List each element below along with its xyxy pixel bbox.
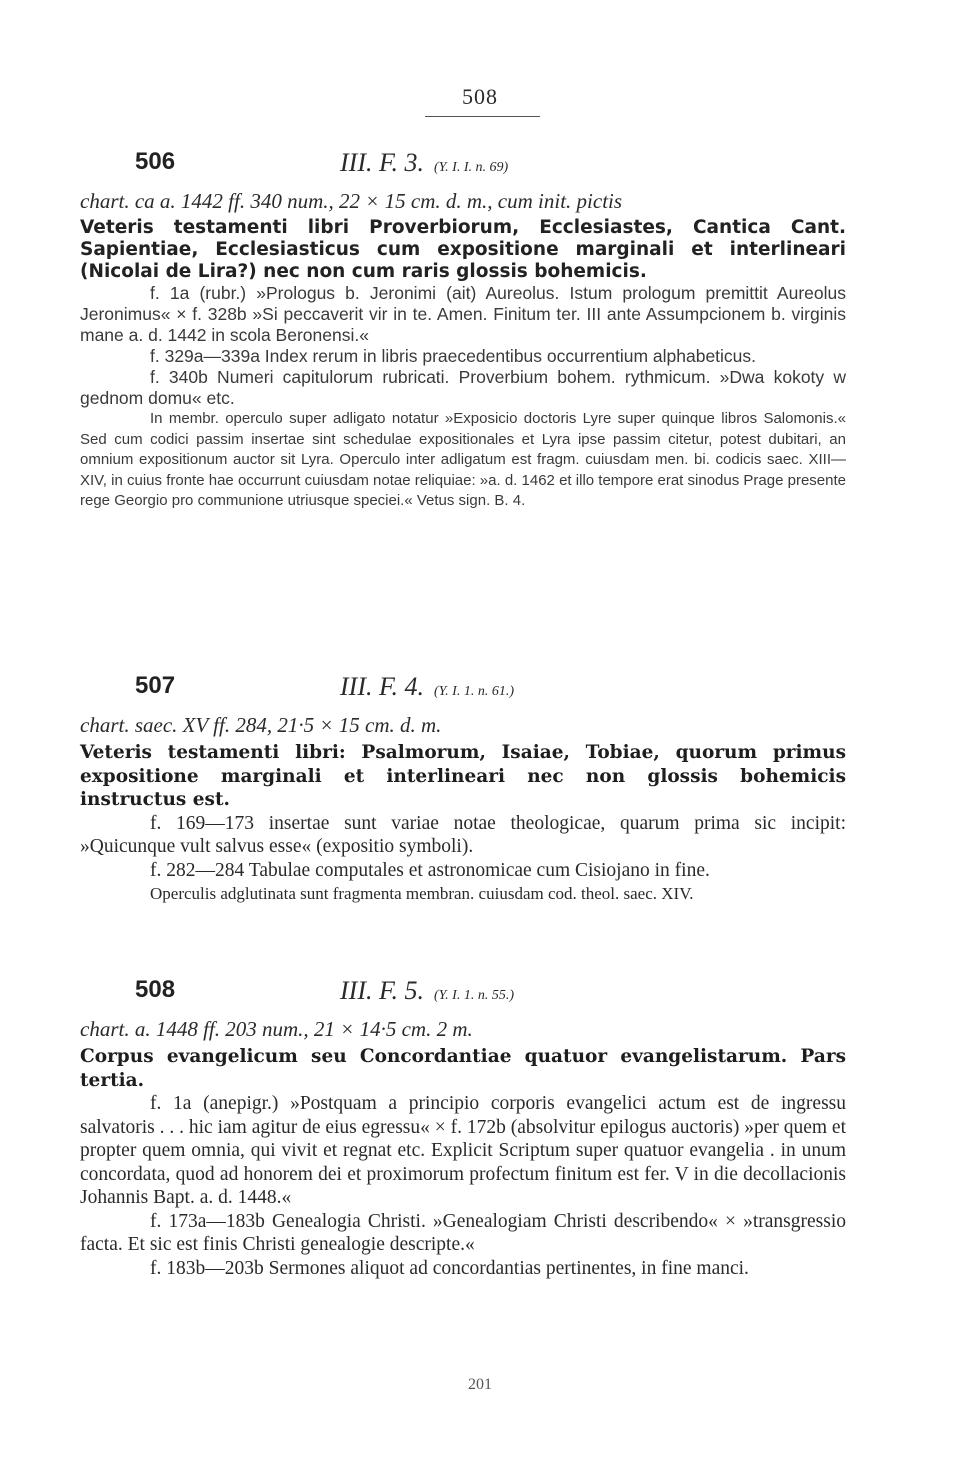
entry-paragraph: f. 1a (rubr.) »Prologus b. Jeronimi (ait) Aureolus. Istum prologum premittit Aureolus Jeronimus« × f. 328b »Si peccaverit vir in te. Amen. Finitum ter. III ante Assumpcionem b. virginis mane a. d. 1442 in scola Beronensi.« <box>80 283 846 345</box>
shelfmark-old-signature: (Y. I. I. n. 69) <box>434 160 509 175</box>
entry-paragraph: f. 329a—339a Index rerum in libris praecedentibus occurrentium alphabeticus. <box>150 346 757 366</box>
entry-note: In membr. operculo super adligato notatur »Exposicio doctoris Lyre super quinque libros Salomonis.« Sed cum codici passim insertae sint schedulae expositionales et Lyra ipse passim citetur, potest dubitari, an omnium expositionum auctor sit Lyra. Operculo inter adligatum est fragm. cuiusdam men. bi. codicis saec. XIII—XIV, in cuius fronte hae occurrunt cuiusdam notae reliquiae: »a. d. 1462 et illo tempore erat sinodus Prage presente rege Georgio pro communione utriusque speciei.« Vetus sign. B. 4. <box>80 410 846 509</box>
entry-title: Corpus evangelicum seu Concordantiae quatuor evangelistarum. Pars tertia. <box>80 1046 846 1091</box>
catalog-entry-508 <box>80 976 846 1280</box>
entry-note: Operculis adglutinata sunt fragmenta membran. cuiusdam cod. theol. saec. XIV. <box>150 884 694 903</box>
entry-paragraph: f. 1a (anepigr.) »Postquam a principio corporis evangelici actum est de ingressu salvatoris . . . hic iam agitur de eius egressu« × f. 172b (absolvitur epilogus auctoris) »per quem et propter quem omnia, qui vivit et regnat etc. Explicit Scriptum super quatuor evangelia . in unum concordata, quod ad honorem dei et proximorum profectum finitum est fer. V in die decollacionis Johannis Bapt. a. d. 1448.« <box>80 1093 846 1208</box>
running-head: 508 <box>462 84 498 109</box>
entry-shelfmark <box>340 148 508 178</box>
physical-description: chart. saec. XV ff. 284, 21·5 × 15 cm. d. m. <box>80 713 442 737</box>
entry-paragraph: f. 183b—203b Sermones aliquot ad concordantias pertinentes, in fine manci. <box>150 1257 749 1279</box>
entry-title: Veteris testamenti libri Proverbiorum, Ecclesiastes, Cantica Cant. Sapientiae, Ecclesiasticus cum expositione marginali et interlineari (Nicolai de Lira?) nec non cum raris glossis bohemicis. <box>80 217 846 282</box>
entry-number: 507 <box>135 672 176 699</box>
shelfmark-text: III. F. 3. <box>340 148 425 177</box>
shelfmark-text: III. F. 4. <box>340 672 425 701</box>
shelfmark-text: III. F. 5. <box>340 976 425 1005</box>
entry-paragraph: f. 282—284 Tabulae computales et astronomicae cum Cisiojano in fine. <box>150 859 710 881</box>
catalog-entry-506 <box>80 148 846 512</box>
entry-head <box>80 976 846 1016</box>
catalog-entry-507 <box>80 672 846 905</box>
physical-description: chart. a. 1448 ff. 203 num., 21 × 14·5 cm. 2 m. <box>80 1017 473 1041</box>
page-number: 201 <box>468 1376 492 1393</box>
entry-shelfmark <box>340 976 514 1006</box>
physical-description: chart. ca a. 1442 ff. 340 num., 22 × 15 cm. d. m., cum init. pictis <box>80 189 623 213</box>
entry-head <box>80 672 846 712</box>
entry-number: 506 <box>135 148 176 175</box>
shelfmark-old-signature: (Y. I. 1. n. 55.) <box>434 988 515 1003</box>
entry-head <box>80 148 846 188</box>
shelfmark-old-signature: (Y. I. 1. n. 61.) <box>434 684 515 699</box>
entry-shelfmark <box>340 672 514 702</box>
running-head-rule <box>425 116 540 117</box>
entry-paragraph: f. 173a—183b Genealogia Christi. »Genealogiam Christi describendo« × »transgressio facta. Et sic est finis Christi genealogie descripte.« <box>80 1210 846 1255</box>
entry-paragraph: f. 340b Numeri capitulorum rubricati. Proverbium bohem. rythmicum. »Dwa kokoty w gednom domu« etc. <box>80 367 846 408</box>
entry-title: Veteris testamenti libri: Psalmorum, Isaiae, Tobiae, quorum primus expositione marginali et interlineari nec non glossis bohemicis instructus est. <box>80 742 846 810</box>
entry-paragraph: f. 169—173 insertae sunt variae notae theologicae, quarum prima sic incipit: »Quicunque vult salvus esse« (expositio symboli). <box>80 812 846 857</box>
entry-number: 508 <box>135 976 176 1003</box>
